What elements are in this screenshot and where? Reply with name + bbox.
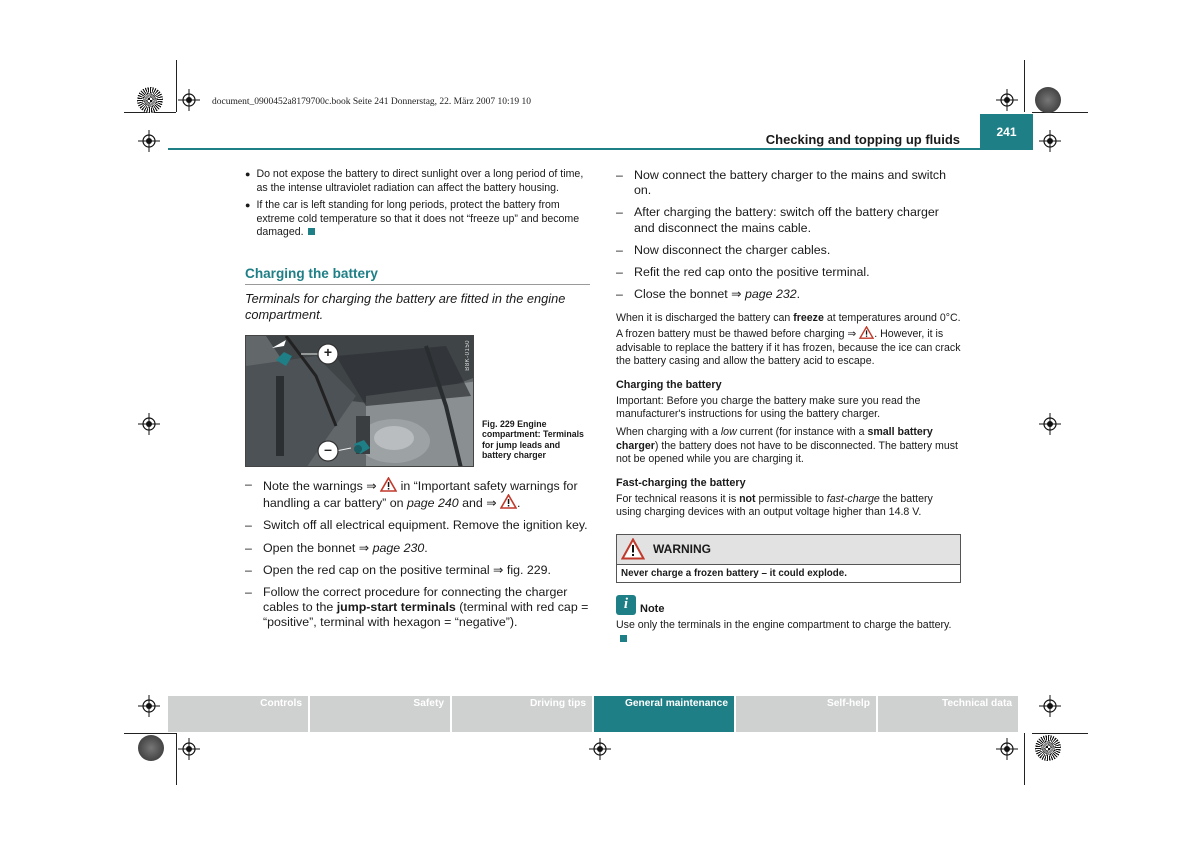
registration-mark-icon	[589, 738, 611, 760]
list-item: – Follow the correct procedure for connecting the charger cables to the jump-start terminals (terminal with red cap = “positive”, terminal with hexagon = “negative”).	[245, 584, 589, 630]
subheading-charging: Charging the battery	[616, 378, 722, 391]
warning-triangle-icon	[380, 477, 397, 492]
end-of-section-icon	[308, 228, 315, 235]
tab-technical-data[interactable]: Technical data	[878, 696, 1018, 732]
list-item: – Switch off all electrical equipment. Remove the ignition key.	[245, 518, 588, 533]
warning-header	[617, 535, 960, 564]
engine-compartment-illustration	[246, 336, 474, 467]
tab-general-maintenance[interactable]: General maintenance	[594, 696, 734, 732]
end-of-section-icon	[620, 635, 627, 642]
registration-mark-icon	[996, 89, 1018, 111]
figure-code: B8K-0150	[464, 339, 471, 371]
right-column	[616, 168, 961, 646]
subheading-fast-charging: Fast-charging the battery	[616, 476, 746, 489]
sunburst-mark-icon	[1035, 735, 1061, 761]
sunburst-mark-icon	[137, 87, 163, 113]
list-item: – Refit the red cap onto the positive terminal.	[616, 265, 870, 280]
freeze-paragraph: When it is discharged the battery can freeze at temperatures around 0°C. A frozen battery must be thawed before charging ⇒ . However, it is advisable to replace the battery if it has frozen, because the ice can crack the battery casing and allow the battery acid to escape.	[616, 312, 961, 368]
bullet-item	[245, 168, 590, 195]
warning-text: Never charge a frozen battery – it could explode.	[617, 564, 960, 582]
info-icon: i	[616, 595, 636, 615]
tab-controls[interactable]: Controls	[168, 696, 308, 732]
figure-row	[245, 335, 590, 467]
note-header	[616, 595, 961, 615]
note-title: Note	[640, 602, 665, 615]
note-text: Use only the terminals in the engine compartment to charge the battery.	[616, 619, 961, 646]
registration-mark-icon	[138, 413, 160, 435]
list-item: – Open the bonnet ⇒ page 230.	[245, 540, 428, 555]
warning-triangle-icon	[500, 494, 517, 509]
charging-paragraph: Important: Before you charge the battery make sure you read the manufacturer's instructions for using the battery charger.	[616, 394, 921, 421]
section-intro: Terminals for charging the battery are fitted in the engine compartment.	[245, 290, 566, 322]
print-meta-line: document_0900452a8179700c.book Seite 241 Donnerstag, 22. März 2007 10:19 10	[212, 97, 531, 107]
list-item: – Now disconnect the charger cables.	[616, 242, 831, 257]
registration-mark-icon	[178, 738, 200, 760]
figure-caption: Fig. 229 Engine compartment: Terminals for jump leads and battery charger	[481, 418, 584, 461]
tab-self-help[interactable]: Self-help	[736, 696, 876, 732]
list-item: – After charging the battery: switch off the battery charger and disconnect the mains cable.	[616, 205, 939, 235]
registration-mark-icon	[138, 695, 160, 717]
tab-safety[interactable]: Safety	[310, 696, 450, 732]
minus-terminal-label: –	[324, 440, 332, 457]
registration-mark-icon	[1039, 130, 1061, 152]
bullet-text: Do not expose the battery to direct sunlight over a long period of time, as the intense ultraviolet radiation can affect the battery housing.	[256, 168, 584, 194]
plus-terminal-label: +	[323, 343, 333, 360]
warning-triangle-icon	[859, 326, 874, 339]
header-rule	[168, 148, 980, 150]
list-item: – Open the red cap on the positive terminal ⇒ fig. 229.	[245, 562, 551, 577]
page-title: Checking and topping up fluids	[765, 132, 960, 147]
bullet-text: If the car is left standing for long periods, protect the battery from extreme cold temperature so that it does not “freeze up” and become damaged.	[256, 199, 580, 239]
bullet-item	[245, 199, 590, 240]
page-number: 241	[980, 114, 1033, 150]
section-heading: Charging the battery	[245, 265, 378, 281]
steps-list	[245, 477, 590, 631]
list-item: – Note the warnings ⇒ in “Important safety warnings for handling a car battery” on page 240 and ⇒ .	[245, 476, 578, 511]
fast-charging-paragraph: For technical reasons it is not permissible to fast-charge the battery using charging devices with an output voltage higher than 14.8 V.	[616, 492, 933, 519]
registration-mark-icon	[1039, 413, 1061, 435]
chapter-tabs	[168, 696, 1018, 732]
bullet-dot-icon: ●	[245, 169, 251, 179]
gray-target-icon	[138, 735, 164, 761]
steps-list	[616, 168, 961, 302]
warning-title: WARNING	[653, 542, 711, 557]
list-item: – Now connect the battery charger to the mains and switch on.	[616, 168, 946, 198]
left-column	[245, 168, 590, 631]
registration-mark-icon	[178, 89, 200, 111]
engine-compartment-figure	[245, 335, 474, 467]
section-rule	[245, 284, 590, 285]
bullet-dot-icon: ●	[245, 200, 251, 211]
warning-triangle-icon	[621, 538, 645, 560]
warning-box	[616, 534, 961, 583]
list-item: – Close the bonnet ⇒ page 232.	[616, 287, 801, 302]
tab-driving-tips[interactable]: Driving tips	[452, 696, 592, 732]
registration-mark-icon	[138, 130, 160, 152]
registration-mark-icon	[1039, 695, 1061, 717]
gray-target-icon	[1035, 87, 1061, 113]
registration-mark-icon	[996, 738, 1018, 760]
charging-paragraph: When charging with a low current (for instance with a small battery charger) the battery does not have to be disconnected. The battery must not be opened while you are charging it.	[616, 425, 958, 466]
